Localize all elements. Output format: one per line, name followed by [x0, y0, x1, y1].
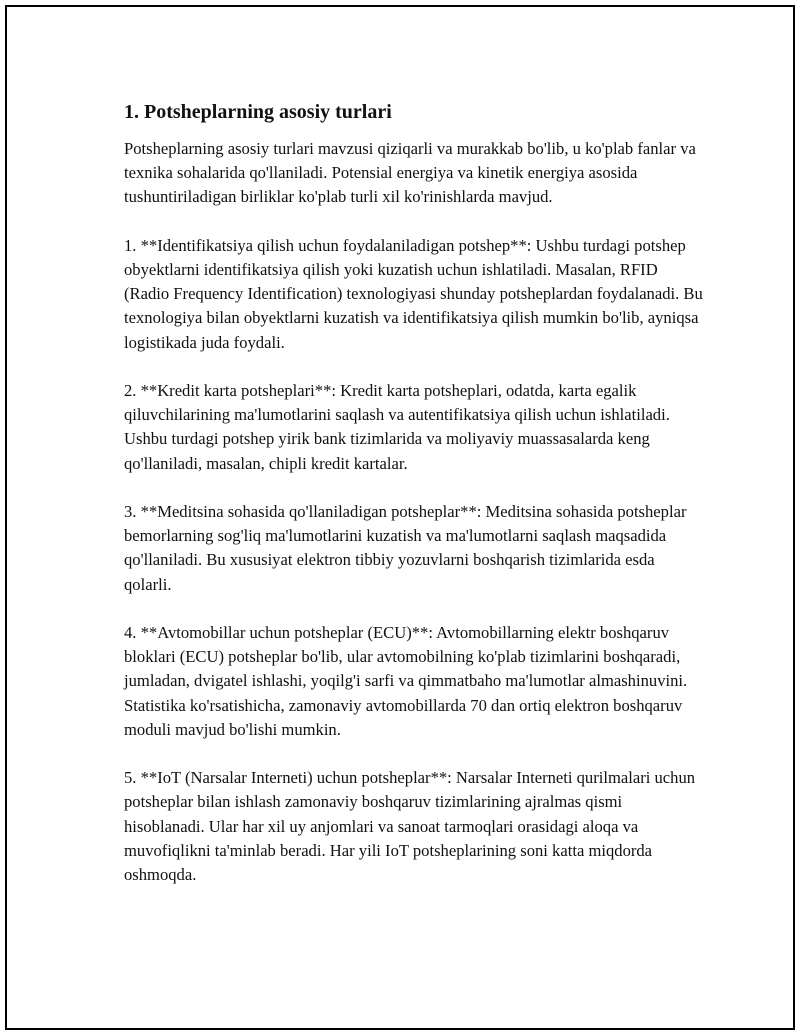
paragraph-identification: 1. **Identifikatsiya qilish uchun foydalaniladigan potshep**: Ushbu turdagi potshep obyektlarni identifikatsiya qilish yoki kuzatish uchun ishlatiladi. Masalan, RFID (Radio Frequency Identification) texnologiyasi shunday potsheplardan foydalanadi. Bu texnologiya bilan obyektlarni kuzatish va identifikatsiya qilish mumkin bo'lib, ayniqsa logistikada juda foydali.	[124, 235, 703, 352]
page-frame	[5, 5, 795, 1030]
paragraph-automotive: 4. **Avtomobillar uchun potsheplar (ECU)**: Avtomobillarning elektr boshqaruv bloklari (ECU) potsheplar bo'lib, ular avtomobilning ko'plab tizimlarini boshqaradi, jumladan, dvigatel ishlashi, yoqilg'i sarfi va qimmatbaho ma'lumotlar almashinuvini. Statistika ko'rsatishicha, zamonaviy avtomobillarda 70 dan ortiq elektron boshqaruv moduli mavjud bo'lishi mumkin.	[124, 623, 688, 739]
intro-paragraph: Potsheplarning asosiy turlari mavzusi qiziqarli va murakkab bo'lib, u ko'plab fanlar va texnika sohalarida qo'llaniladi. Potensial energiya va kinetik energiya asosida tushuntiriladigan birliklar ko'plab turli xil ko'rinishlarda mavjud.	[124, 139, 696, 207]
paragraph-credit-card: 2. **Kredit karta potsheplari**: Kredit karta potsheplari, odatda, karta egalik qiluvchilarining ma'lumotlarini saqlash va autentifikatsiya qilish uchun ishlatiladi. Ushbu turdagi potshep yirik bank tizimlarida va moliyaviy muassasalarda keng qo'llaniladi, masalan, chipli kredit kartalar.	[124, 381, 670, 473]
paragraph-iot: 5. **IoT (Narsalar Interneti) uchun potsheplar**: Narsalar Interneti qurilmalari uchun potsheplar bilan ishlash zamonaviy boshqaruv tizimlarining ajralmas qismi hisoblanadi. Ular har xil uy anjomlari va sanoat tarmoqlari orasidagi aloqa va muvofiqlikni ta'minlab beradi. Har yili IoT potsheplarining soni katta miqdorda oshmoqda.	[124, 768, 696, 885]
paragraph-medical: 3. **Meditsina sohasida qo'llaniladigan potsheplar**: Meditsina sohasida potsheplar bemorlarning sog'liq ma'lumotlarini kuzatish va ma'lumotlarni saqlash maqsadida qo'llaniladi. Bu xususiyat elektron tibbiy yozuvlarni boshqarish tizimlarida esda qolarli.	[124, 502, 687, 594]
document-body	[124, 99, 704, 911]
section-heading: 1. Potsheplarning asosiy turlari	[124, 101, 392, 123]
